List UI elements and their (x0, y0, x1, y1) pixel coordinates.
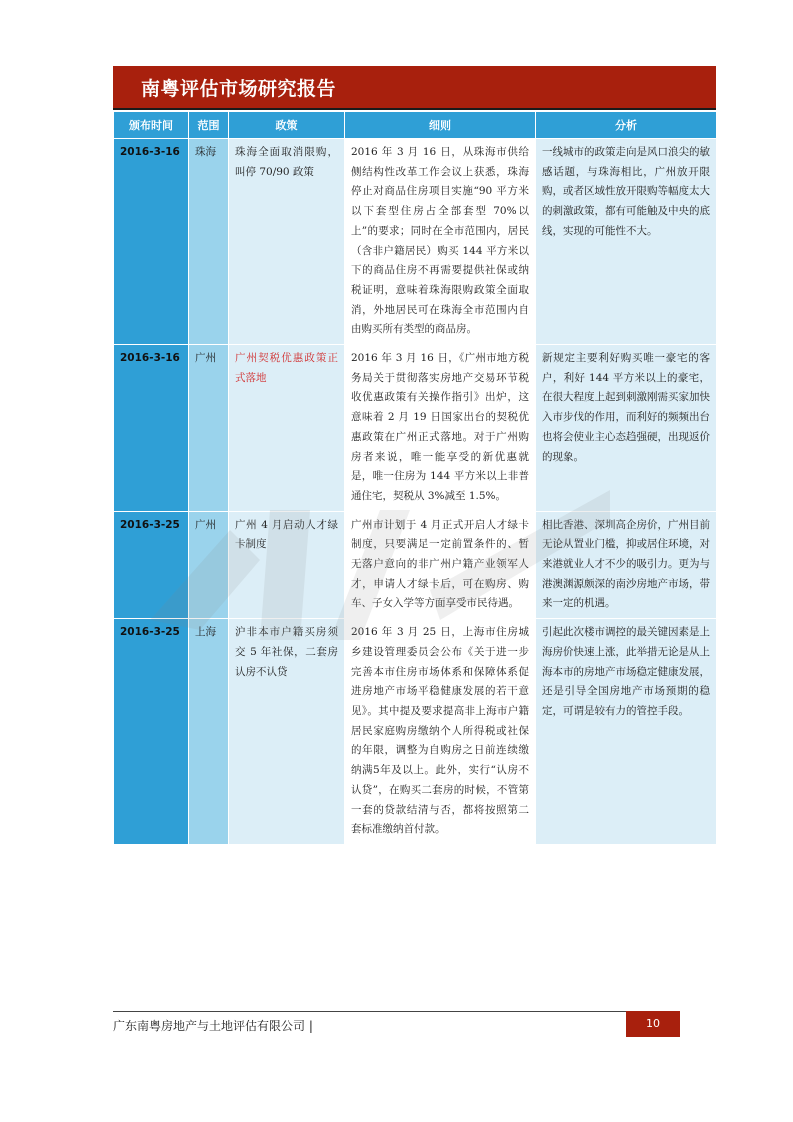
cell-date: 2016-3-16 (114, 345, 189, 512)
table-header-row (114, 112, 717, 139)
column-header-analysis: 分析 (536, 112, 717, 139)
cell-analysis: 新规定主要利好购买唯一豪宅的客户，利好 144 平方米以上的豪宅，在很大程度上起到刺激刚需买家加快入市步伐的作用，而利好的频频出台也将会使业主心态趋强硬，出现返价的现象。 (536, 345, 717, 512)
cell-detail: 广州市计划于 4 月正式开启人才绿卡制度，只要满足一定前置条件的、暂无落户意向的非广州户籍产业领军人才，申请人才绿卡后，可在购房、购车、子女入学等方面享受市民待遇。 (345, 511, 536, 619)
cell-analysis: 引起此次楼市调控的最关键因素是上海房价快速上涨，此举措无论是从上海本市的房地产市场稳定健康发展，还是引导全国房地产市场预期的稳定，可谓是较有力的管控手段。 (536, 619, 717, 845)
cell-policy: 沪非本市户籍买房须交 5 年社保，二套房认房不认贷 (229, 619, 345, 845)
policy-table (113, 111, 717, 845)
footer-divider (113, 1011, 680, 1012)
column-header-policy: 政策 (229, 112, 345, 139)
cell-scope: 珠海 (189, 139, 229, 345)
cell-policy: 珠海全面取消限购，叫停 70/90 政策 (229, 139, 345, 345)
column-header-detail: 细则 (345, 112, 536, 139)
footer-company: 广东南粤房地产与土地评估有限公司 | (113, 1019, 313, 1033)
cell-date: 2016-3-25 (114, 619, 189, 845)
cell-detail: 2016 年 3 月 16 日，从珠海市供给侧结构性改革工作会议上获悉，珠海停止对商品住房项目实施“90 平方米以下套型住房占全部套型 70%以上”的要求；同时在全市范围内，居民（含非户籍居民）购买 144 平方米以下的商品住房不再需要提供社保或纳税证明，意味着珠海限购政策全面取消，外地居民可在珠海全市范围内自由购买所有类型的商品房。 (345, 139, 536, 345)
report-banner (113, 66, 716, 108)
table-row (114, 619, 717, 845)
cell-date: 2016-3-16 (114, 139, 189, 345)
cell-policy-highlighted: 广州契税优惠政策正式落地 (229, 345, 345, 512)
cell-detail: 2016 年 3 月 16 日，《广州市地方税务局关于贯彻落实房地产交易环节税收优惠政策有关操作指引》出炉，这意味着 2 月 19 日国家出台的契税优惠政策在广州正式落地。对于广州购房者来说，唯一能享受的新优惠就是，唯一住房为 144 平方米以上非普通住宅，契税从 3%减至 1.5%。 (345, 345, 536, 512)
cell-detail: 2016 年 3 月 25 日，上海市住房城乡建设管理委员会公布《关于进一步完善本市住房市场体系和保障体系促进房地产市场平稳健康发展的若干意见》。其中提及要求提高非上海市户籍居民家庭购房缴纳个人所得税或社保的年限，调整为自购房之日前连续缴纳满5年及以上。此外，实行“认房不认贷”，在购买二套房的时候，不管第一套的贷款结清与否，都将按照第二套标准缴纳首付款。 (345, 619, 536, 845)
banner-divider (113, 108, 716, 110)
table-row (114, 511, 717, 619)
cell-date: 2016-3-25 (114, 511, 189, 619)
column-header-date: 颁布时间 (114, 112, 189, 139)
cell-scope: 广州 (189, 511, 229, 619)
table-row (114, 139, 717, 345)
cell-scope: 上海 (189, 619, 229, 845)
cell-analysis: 一线城市的政策走向是风口浪尖的敏感话题，与珠海相比，广州放开限购，或者区域性放开限购等幅度太大的刺激政策，都有可能触及中央的底线，实现的可能性不大。 (536, 139, 717, 345)
page-number: 10 (626, 1011, 680, 1037)
table-row (114, 345, 717, 512)
cell-policy: 广州 4 月启动人才绿卡制度 (229, 511, 345, 619)
column-header-scope: 范围 (189, 112, 229, 139)
cell-scope: 广州 (189, 345, 229, 512)
cell-analysis: 相比香港、深圳高企房价，广州目前无论从置业门槛，抑或居住环境，对来港就业人才不少的吸引力。更为与港澳渊源颇深的南沙房地产市场，带来一定的机遇。 (536, 511, 717, 619)
report-title: 南粤评估市场研究报告 (141, 78, 337, 100)
